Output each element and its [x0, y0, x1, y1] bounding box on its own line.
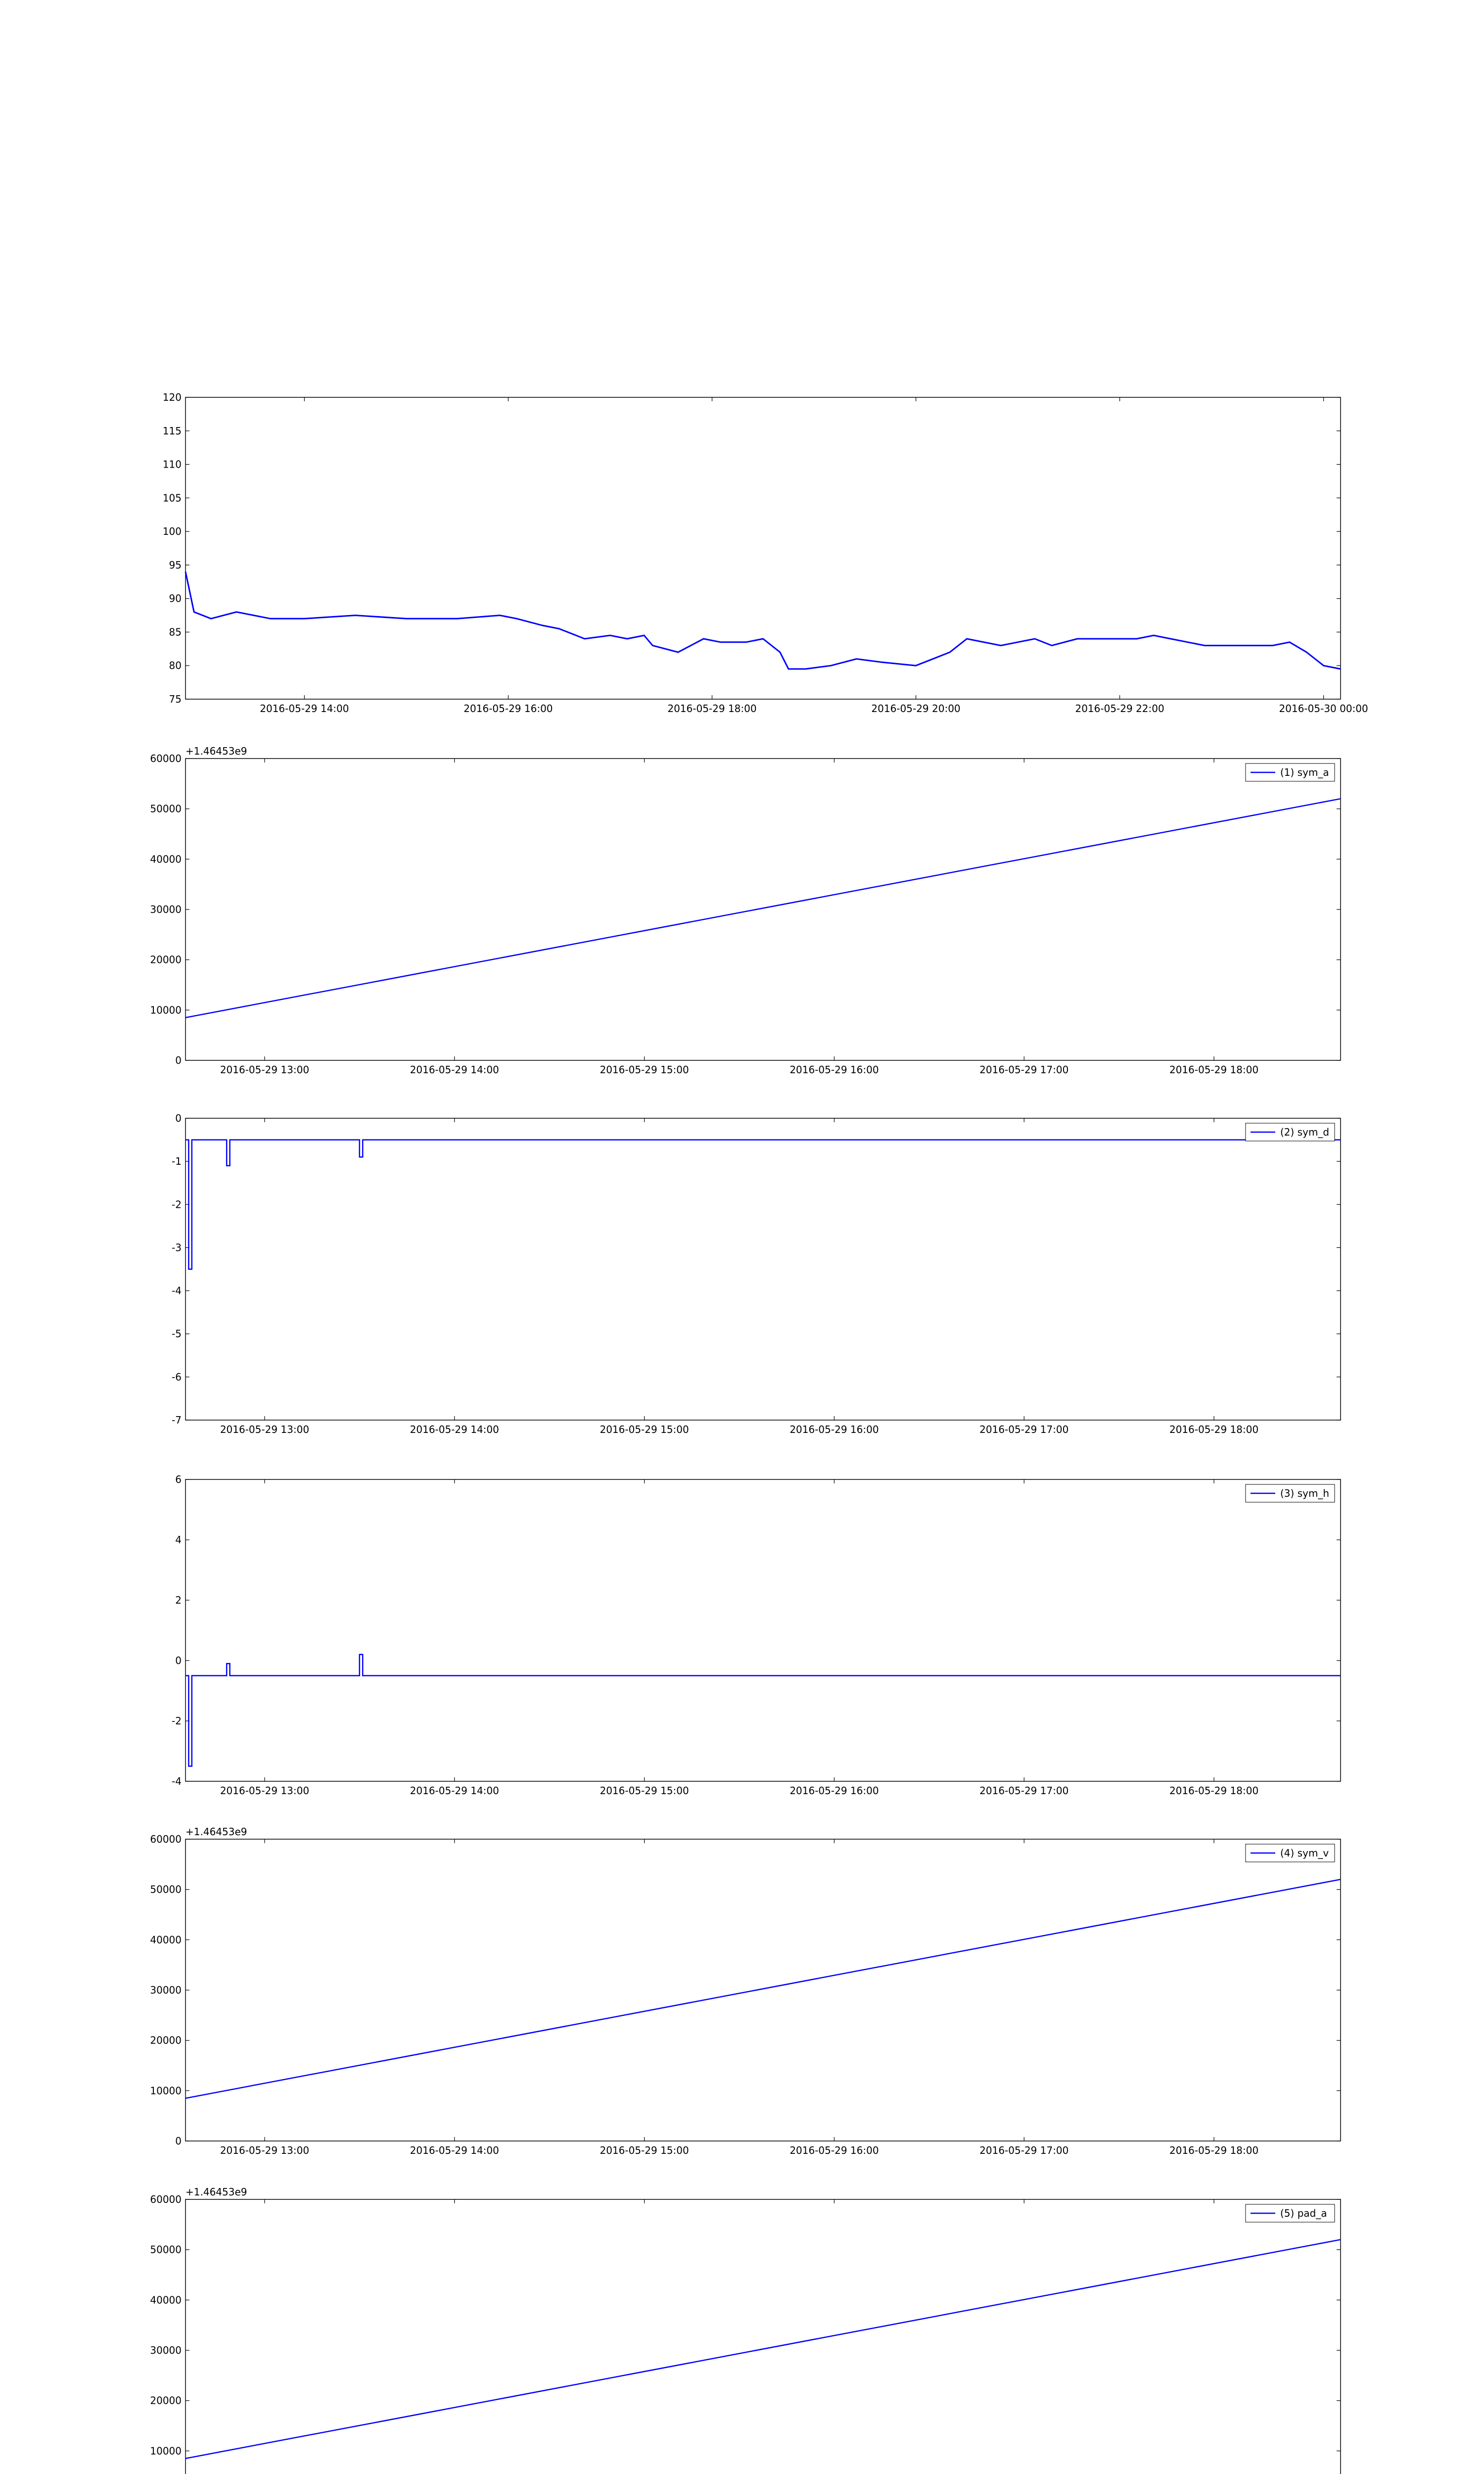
x-tick-label: 2016-05-29 14:00: [260, 703, 349, 714]
x-tick-label: 2016-05-29 13:00: [220, 1064, 310, 1076]
legend: [1246, 1123, 1335, 1141]
axes-frame: [186, 759, 1341, 1060]
y-tick-label: 50000: [150, 2243, 182, 2256]
y-tick-label: 10000: [150, 2085, 182, 2097]
y-tick-label: 40000: [150, 2294, 182, 2306]
y-tick-label: 60000: [150, 1833, 182, 1845]
x-tick-label: 2016-05-29 18:00: [1169, 2144, 1259, 2156]
y-offset-label: +1.46453e9: [186, 1826, 247, 1838]
chart-panel-4: [172, 1474, 1341, 1797]
legend: [1246, 1484, 1335, 1502]
axes-frame: [186, 2199, 1341, 2474]
y-tick-label: 105: [162, 492, 182, 504]
x-tick-label: 2016-05-29 17:00: [979, 1064, 1069, 1076]
y-tick-label: 30000: [150, 1984, 182, 1996]
y-tick-label: -4: [172, 1285, 182, 1297]
legend: [1246, 2204, 1335, 2222]
chart-panel-6: [150, 2186, 1341, 2474]
y-tick-label: -6: [172, 1371, 182, 1383]
axes-frame: [186, 1839, 1341, 2141]
series-line: [186, 571, 1341, 669]
x-tick-label: 2016-05-29 17:00: [979, 1424, 1069, 1435]
x-tick-label: 2016-05-29 13:00: [220, 1785, 310, 1797]
y-tick-label: 10000: [150, 1004, 182, 1016]
y-tick-label: 20000: [150, 953, 182, 966]
axes-frame: [186, 1479, 1341, 1781]
y-offset-label: +1.46453e9: [186, 2186, 247, 2198]
y-tick-label: 0: [175, 1112, 182, 1124]
y-tick-label: -7: [172, 1414, 182, 1426]
y-tick-label: 50000: [150, 1883, 182, 1896]
x-tick-label: 2016-05-29 22:00: [1075, 703, 1164, 714]
x-tick-label: 2016-05-29 13:00: [220, 1424, 310, 1435]
series-line: [186, 799, 1341, 1017]
y-tick-label: 85: [169, 626, 182, 638]
y-tick-label: -1: [172, 1155, 182, 1168]
y-tick-label: 10000: [150, 2445, 182, 2457]
series-line: [186, 1140, 1341, 1269]
x-tick-label: 2016-05-29 13:00: [220, 2144, 310, 2156]
x-tick-label: 2016-05-29 15:00: [600, 1785, 689, 1797]
legend-label: (3) sym_h: [1280, 1487, 1330, 1499]
x-tick-label: 2016-05-29 18:00: [1169, 1785, 1259, 1797]
x-tick-label: 2016-05-29 16:00: [789, 1785, 879, 1797]
y-tick-label: -5: [172, 1328, 182, 1340]
chart-panel-2: [150, 745, 1341, 1076]
y-tick-label: 0: [175, 1054, 182, 1066]
y-tick-label: 110: [162, 458, 182, 471]
legend-label: (4) sym_v: [1280, 1847, 1329, 1859]
legend: [1246, 1844, 1335, 1862]
y-tick-label: -2: [172, 1715, 182, 1727]
y-tick-label: 2: [175, 1594, 182, 1606]
y-tick-label: -4: [172, 1775, 182, 1787]
y-tick-label: 60000: [150, 753, 182, 764]
y-tick-label: 100: [162, 525, 182, 538]
legend-label: (5) pad_a: [1280, 2207, 1327, 2219]
x-tick-label: 2016-05-29 18:00: [667, 703, 757, 714]
y-tick-label: 80: [169, 660, 182, 672]
x-tick-label: 2016-05-29 15:00: [600, 2144, 689, 2156]
x-tick-label: 2016-05-29 14:00: [410, 1064, 499, 1076]
series-line: [186, 1655, 1341, 1766]
y-tick-label: -3: [172, 1241, 182, 1254]
y-tick-label: 50000: [150, 803, 182, 815]
y-tick-label: 0: [175, 1655, 182, 1666]
chart-panel-3: [172, 1112, 1341, 1435]
x-tick-label: 2016-05-29 17:00: [979, 1785, 1069, 1797]
legend: [1246, 763, 1335, 781]
x-tick-label: 2016-05-29 15:00: [600, 1424, 689, 1435]
y-tick-label: 75: [169, 693, 182, 705]
y-tick-label: 90: [169, 592, 182, 605]
series-line: [186, 1879, 1341, 2098]
axes-frame: [186, 397, 1341, 699]
x-tick-label: 2016-05-29 16:00: [464, 703, 553, 714]
axes-frame: [186, 1118, 1341, 1420]
x-tick-label: 2016-05-29 16:00: [789, 1424, 879, 1435]
y-tick-label: 20000: [150, 2034, 182, 2046]
series-line: [186, 2239, 1341, 2458]
x-tick-label: 2016-05-29 17:00: [979, 2144, 1069, 2156]
y-tick-label: 40000: [150, 1934, 182, 1946]
legend-label: (2) sym_d: [1280, 1126, 1330, 1138]
y-tick-label: 60000: [150, 2193, 182, 2205]
x-tick-label: 2016-05-29 18:00: [1169, 1064, 1259, 1076]
x-tick-label: 2016-05-29 16:00: [789, 1064, 879, 1076]
y-tick-label: 120: [162, 391, 182, 403]
x-tick-label: 2016-05-29 14:00: [410, 2144, 499, 2156]
y-tick-label: 95: [169, 559, 182, 571]
x-tick-label: 2016-05-29 14:00: [410, 1785, 499, 1797]
chart-panel-1: [163, 391, 1368, 714]
legend-label: (1) sym_a: [1280, 766, 1329, 778]
y-tick-label: 0: [175, 2135, 182, 2147]
x-tick-label: 2016-05-29 14:00: [410, 1424, 499, 1435]
x-tick-label: 2016-05-29 16:00: [789, 2144, 879, 2156]
y-tick-label: 40000: [150, 853, 182, 865]
x-tick-label: 2016-05-30 00:00: [1279, 703, 1368, 714]
y-tick-label: 115: [162, 425, 182, 437]
y-tick-label: 30000: [150, 904, 182, 915]
y-tick-label: 20000: [150, 2394, 182, 2407]
x-tick-label: 2016-05-29 15:00: [600, 1064, 689, 1076]
y-tick-label: 4: [175, 1534, 182, 1546]
y-tick-label: 6: [175, 1474, 182, 1485]
y-tick-label: 30000: [150, 2344, 182, 2356]
y-tick-label: -2: [172, 1198, 182, 1211]
chart-panel-5: [150, 1826, 1341, 2156]
x-tick-label: 2016-05-29 18:00: [1169, 1424, 1259, 1435]
x-tick-label: 2016-05-29 20:00: [871, 703, 961, 714]
y-offset-label: +1.46453e9: [186, 745, 247, 757]
